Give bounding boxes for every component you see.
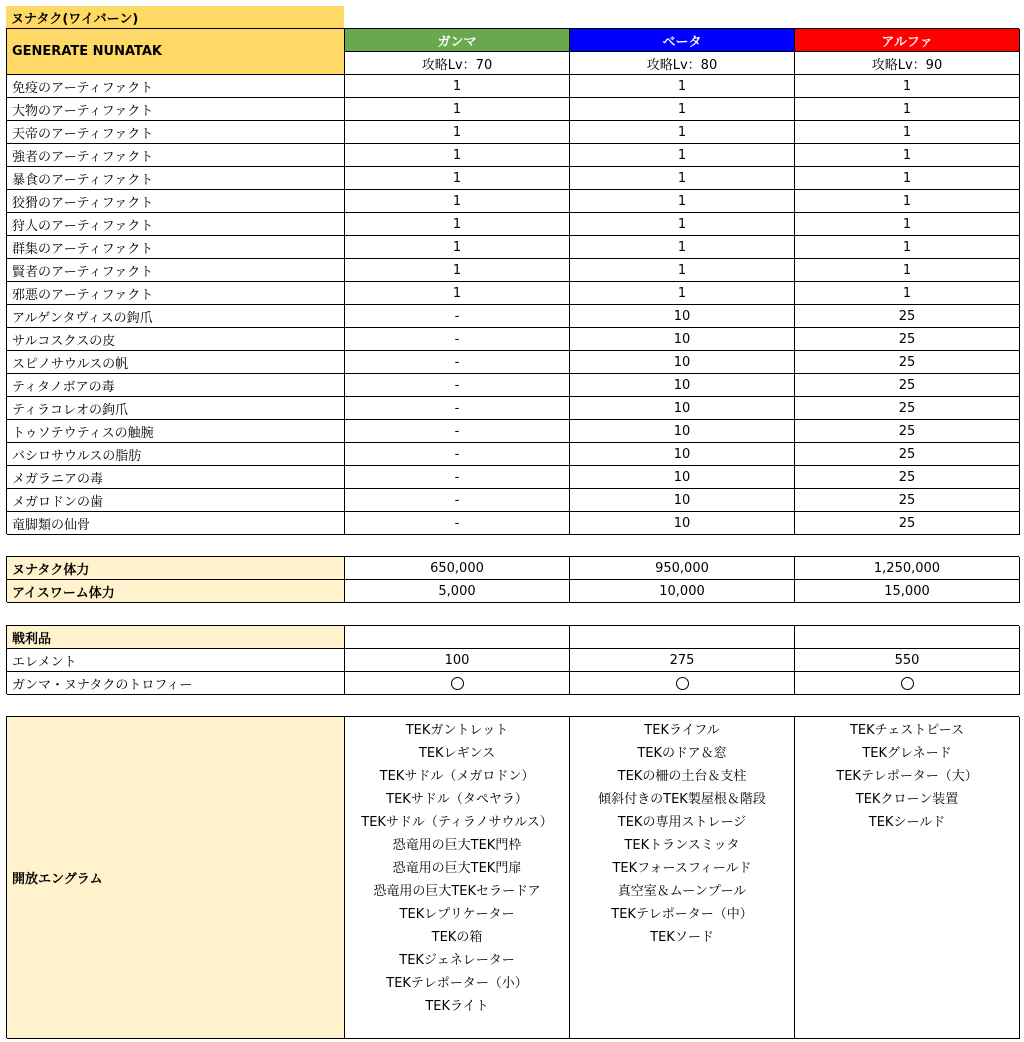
- material-value: 10: [570, 466, 795, 489]
- material-value: 1: [345, 167, 570, 190]
- engram-item: TEKチェストピース: [849, 723, 965, 738]
- material-value: 1: [345, 98, 570, 121]
- material-value: 10: [570, 351, 795, 374]
- difficulty-header-3: アルファ: [795, 29, 1020, 52]
- material-value: 25: [795, 420, 1020, 443]
- health-label: アイスワーム体力: [7, 580, 345, 603]
- material-name: トゥソテウティスの触腕: [7, 420, 345, 443]
- loot-header-blank: [345, 626, 570, 649]
- circle-mark-icon: [676, 677, 689, 690]
- engram-item: TEKの専用ストレージ: [617, 815, 747, 830]
- material-value: -: [345, 466, 570, 489]
- generate-label: GENERATE NUNATAK: [7, 29, 345, 75]
- health-table: [6, 556, 1019, 602]
- engram-item: TEKサドル（メガロドン）: [379, 769, 535, 784]
- circle-mark-icon: [901, 677, 914, 690]
- material-value: 10: [570, 489, 795, 512]
- material-value: 25: [795, 443, 1020, 466]
- material-name: ティラコレオの鉤爪: [7, 397, 345, 420]
- engram-column-2: [570, 717, 795, 1039]
- loot-value: 550: [795, 649, 1020, 672]
- health-value: 15,000: [795, 580, 1020, 603]
- material-name: ティタノボアの毒: [7, 374, 345, 397]
- material-value: 1: [795, 236, 1020, 259]
- engram-item: TEKテレポーター（中）: [611, 907, 753, 922]
- difficulty-header-1: ガンマ: [345, 29, 570, 52]
- engram-item: 恐竜用の巨大TEK門扉: [392, 861, 522, 876]
- material-value: 1: [570, 121, 795, 144]
- material-value: 1: [345, 236, 570, 259]
- engram-item: TEKテレポーター（大）: [836, 769, 978, 784]
- material-value: 10: [570, 328, 795, 351]
- engram-item: TEKの柵の土台＆支柱: [617, 769, 747, 784]
- engram-item: TEKテレポーター（小）: [386, 976, 528, 991]
- material-value: 1: [345, 213, 570, 236]
- material-value: 10: [570, 512, 795, 535]
- material-value: 1: [345, 282, 570, 305]
- engram-item: TEKの箱: [431, 930, 483, 945]
- material-value: 1: [345, 121, 570, 144]
- material-value: 1: [795, 144, 1020, 167]
- health-value: 650,000: [345, 557, 570, 580]
- material-name: 狡猾のアーティファクト: [7, 190, 345, 213]
- material-value: -: [345, 374, 570, 397]
- material-value: 10: [570, 397, 795, 420]
- loot-value: 100: [345, 649, 570, 672]
- loot-header-blank: [570, 626, 795, 649]
- health-value: 10,000: [570, 580, 795, 603]
- material-value: 1: [570, 236, 795, 259]
- material-value: 1: [345, 144, 570, 167]
- material-value: 25: [795, 374, 1020, 397]
- material-value: 25: [795, 397, 1020, 420]
- health-value: 1,250,000: [795, 557, 1020, 580]
- health-label: ヌナタク体力: [7, 557, 345, 580]
- material-value: 1: [795, 213, 1020, 236]
- engram-table: [6, 716, 1019, 1038]
- engram-column-3: [795, 717, 1020, 1039]
- material-name: 邪悪のアーティファクト: [7, 282, 345, 305]
- material-name: 免疫のアーティファクト: [7, 75, 345, 98]
- engram-item: TEKレギンス: [418, 746, 496, 761]
- engram-item: 恐竜用の巨大TEKセラードア: [373, 884, 541, 899]
- engram-item: 真空室＆ムーンプール: [617, 884, 747, 899]
- engram-item: TEKシールド: [868, 815, 946, 830]
- engram-item: TEKフォースフィールド: [612, 861, 752, 876]
- loot-title: 戦利品: [7, 626, 345, 649]
- material-value: 1: [570, 144, 795, 167]
- material-name: サルコスクスの皮: [7, 328, 345, 351]
- engram-item: TEKジェネレーター: [399, 953, 515, 968]
- material-value: -: [345, 305, 570, 328]
- material-value: 1: [570, 282, 795, 305]
- material-name: メガラニアの毒: [7, 466, 345, 489]
- loot-name: ガンマ・ヌナタクのトロフィー: [7, 672, 345, 695]
- difficulty-header-2: ベータ: [570, 29, 795, 52]
- material-value: 10: [570, 443, 795, 466]
- material-value: 1: [345, 190, 570, 213]
- material-value: 25: [795, 466, 1020, 489]
- engram-item: TEKライト: [425, 999, 489, 1014]
- material-value: 1: [570, 75, 795, 98]
- material-value: 1: [570, 213, 795, 236]
- material-value: 10: [570, 420, 795, 443]
- material-name: アルゲンタヴィスの鉤爪: [7, 305, 345, 328]
- engram-item: TEKトランスミッタ: [624, 838, 740, 853]
- material-value: 10: [570, 305, 795, 328]
- material-value: 1: [795, 190, 1020, 213]
- material-value: -: [345, 512, 570, 535]
- material-value: -: [345, 397, 570, 420]
- material-value: -: [345, 328, 570, 351]
- engram-item: TEKガントレット: [405, 723, 509, 738]
- loot-value: 275: [570, 649, 795, 672]
- material-name: スピノサウルスの帆: [7, 351, 345, 374]
- material-name: メガロドンの歯: [7, 489, 345, 512]
- engram-item: TEKサドル（ティラノサウルス）: [361, 815, 553, 830]
- material-value: 25: [795, 305, 1020, 328]
- material-value: 1: [570, 259, 795, 282]
- material-name: 暴食のアーティファクト: [7, 167, 345, 190]
- materials-table: [6, 28, 1019, 534]
- engram-item: TEKソード: [650, 930, 714, 945]
- engram-item: 恐竜用の巨大TEK門枠: [392, 838, 522, 853]
- material-value: 1: [345, 259, 570, 282]
- material-value: 10: [570, 374, 795, 397]
- material-value: 25: [795, 351, 1020, 374]
- engram-item: TEKグレネード: [862, 746, 952, 761]
- engram-item: TEKサドル（タペヤラ）: [386, 792, 528, 807]
- material-value: 25: [795, 328, 1020, 351]
- material-name: 賢者のアーティファクト: [7, 259, 345, 282]
- loot-header-blank: [795, 626, 1020, 649]
- material-value: 1: [795, 75, 1020, 98]
- engram-item: TEKライフル: [644, 723, 720, 738]
- loot-table: [6, 625, 1019, 694]
- circle-mark-icon: [451, 677, 464, 690]
- engram-label: 開放エングラム: [7, 717, 345, 1039]
- material-value: 1: [570, 98, 795, 121]
- level-cell-2: 攻略Lv：80: [570, 52, 795, 75]
- material-name: 強者のアーティファクト: [7, 144, 345, 167]
- level-cell-3: 攻略Lv：90: [795, 52, 1020, 75]
- loot-value: [345, 672, 570, 695]
- loot-name: エレメント: [7, 649, 345, 672]
- material-name: バシロサウルスの脂肪: [7, 443, 345, 466]
- engram-item: TEKクローン装置: [855, 792, 959, 807]
- material-name: 天帝のアーティファクト: [7, 121, 345, 144]
- material-value: 1: [795, 121, 1020, 144]
- health-value: 950,000: [570, 557, 795, 580]
- material-value: 1: [345, 75, 570, 98]
- engram-item: 傾斜付きのTEK製屋根＆階段: [598, 792, 766, 807]
- material-value: 1: [570, 167, 795, 190]
- loot-value: [570, 672, 795, 695]
- material-name: 竜脚類の仙骨: [7, 512, 345, 535]
- material-value: 1: [795, 282, 1020, 305]
- material-value: 1: [795, 98, 1020, 121]
- material-value: -: [345, 420, 570, 443]
- material-name: 群集のアーティファクト: [7, 236, 345, 259]
- health-value: 5,000: [345, 580, 570, 603]
- engram-item: TEKレプリケーター: [399, 907, 515, 922]
- engram-item: TEKのドア＆窓: [637, 746, 727, 761]
- material-value: 25: [795, 512, 1020, 535]
- material-name: 大物のアーティファクト: [7, 98, 345, 121]
- material-name: 狩人のアーティファクト: [7, 213, 345, 236]
- sheet-title: ヌナタク(ワイバーン): [6, 6, 344, 28]
- material-value: 1: [795, 167, 1020, 190]
- material-value: 1: [795, 259, 1020, 282]
- loot-value: [795, 672, 1020, 695]
- material-value: -: [345, 489, 570, 512]
- engram-column-1: [345, 717, 570, 1039]
- material-value: -: [345, 443, 570, 466]
- level-cell-1: 攻略Lv：70: [345, 52, 570, 75]
- material-value: 1: [570, 190, 795, 213]
- material-value: -: [345, 351, 570, 374]
- material-value: 25: [795, 489, 1020, 512]
